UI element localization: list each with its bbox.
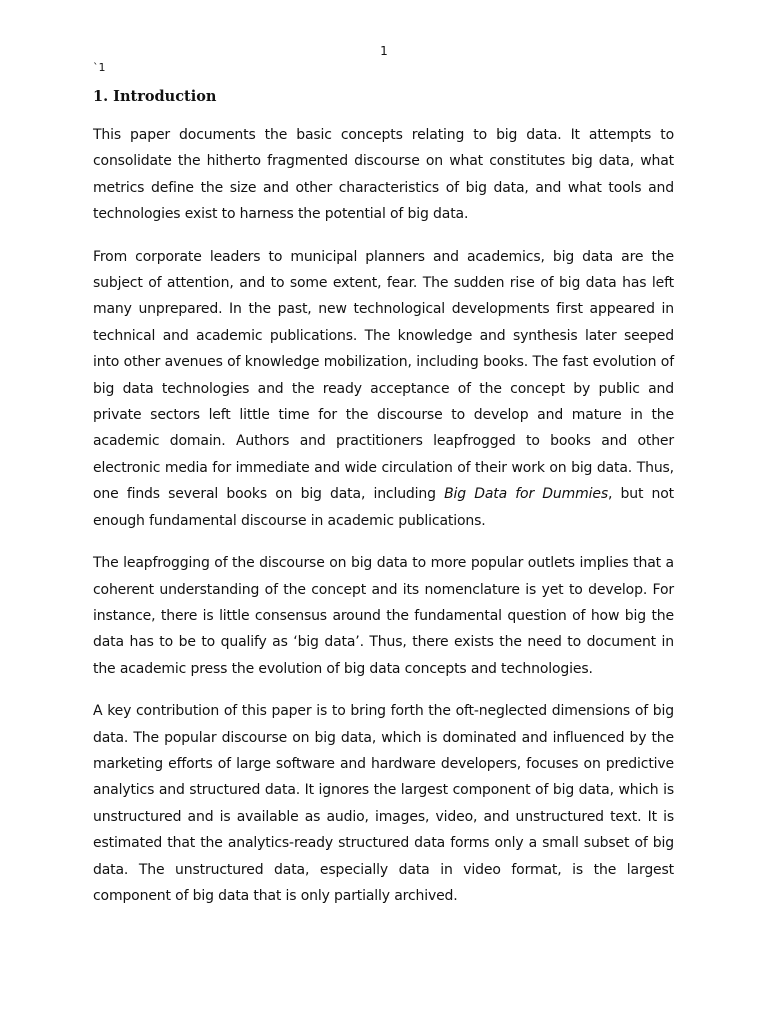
page-number: 1 [380, 44, 388, 58]
paragraph-4: A key contribution of this paper is to bring forth the oft-neglected dimensions of big data. The popular discourse on big data, which is dominated and influenced by the marketing efforts of large software and hardware developers, focuses on predictive analytics and structured data. It ignores the largest component of big data, which is unstructured and is available as audio, images, video, and unstructured text. It is estimated that the analytics-ready structured data forms only a small subset of big data. The unstructured data, especially data in video format, is the largest component of big data that is only partially archived. [93, 703, 674, 904]
paragraph-2-text-end: , but not enough fundamental discourse in academic publications. [93, 486, 674, 529]
document-body [93, 86, 674, 925]
book-title: Big Data for Dummies [444, 486, 608, 503]
paragraph-1: This paper documents the basic concepts relating to big data. It attempts to consolidate the hitherto fragmented discourse on what constitutes big data, what metrics define the size and other characteristics of big data, and what tools and technologies exist to harness the potential of big data. [93, 127, 674, 223]
stray-mark: `1 [93, 61, 106, 74]
section-heading: 1. Introduction [93, 88, 217, 105]
paragraph-2 [93, 244, 674, 534]
paragraph-2-text-start: From corporate leaders to municipal planners and academics, big data are the subject of attention, and to some extent, fear. The sudden rise of big data has left many unprepared. In the past, new technological developments first appeared in technical and academic publications. The knowledge and synthesis later seeped into other avenues of knowledge mobilization, including books. The fast evolution of big data technologies and the ready acceptance of the concept by public and private sectors left little time for the discourse to develop and mature in the academic domain. Authors and practitioners leapfrogged to books and other electronic media for immediate and wide circulation of their work on big data. Thus, one finds several books on big data, including [93, 248, 674, 503]
paragraph-3: The leapfrogging of the discourse on big data to more popular outlets implies that a coherent understanding of the concept and its nomenclature is yet to develop. For instance, there is little consensus around the fundamental question of how big the data has to be to qualify as ‘big data’. Thus, there exists the need to document in the academic press the evolution of big data concepts and technologies. [93, 555, 674, 677]
